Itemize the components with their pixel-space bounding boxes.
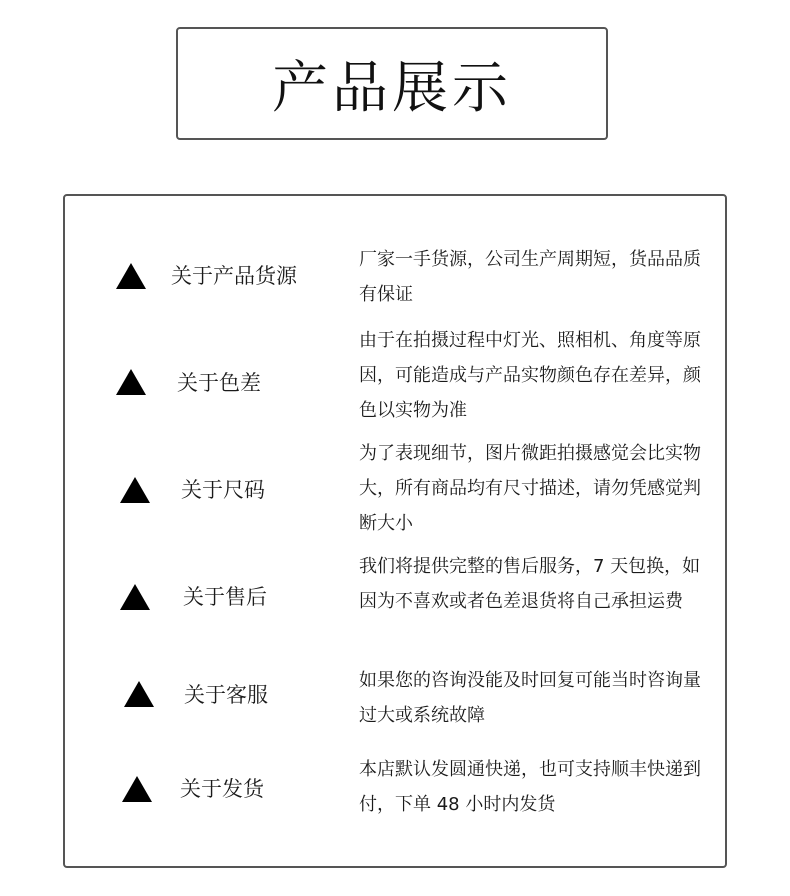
info-label: 关于售后 — [183, 585, 267, 609]
info-label: 关于客服 — [184, 683, 268, 707]
info-label: 关于色差 — [177, 371, 261, 395]
info-label: 关于尺码 — [181, 478, 265, 502]
triangle-icon — [122, 776, 152, 802]
info-label: 关于产品货源 — [171, 264, 297, 288]
title-banner — [176, 27, 608, 140]
info-description: 厂家一手货源，公司生产周期短，货品品质有保证 — [359, 249, 701, 305]
triangle-icon — [124, 681, 154, 707]
info-description: 我们将提供完整的售后服务，7 天包换，如因为不喜欢或者色差退货将自己承担运费 — [359, 556, 701, 612]
info-description: 本店默认发圆通快递，也可支持顺丰快递到付，下单 48 小时内发货 — [359, 759, 701, 815]
triangle-icon — [120, 477, 150, 503]
triangle-icon — [120, 584, 150, 610]
info-description: 由于在拍摄过程中灯光、照相机、角度等原因，可能造成与产品实物颜色存在差异，颜色以实物为准 — [359, 330, 701, 421]
triangle-icon — [116, 263, 146, 289]
info-label: 关于发货 — [180, 777, 264, 801]
triangle-icon — [116, 369, 146, 395]
page-title: 产品展示 — [272, 55, 512, 121]
info-panel — [63, 194, 727, 868]
info-description: 为了表现细节，图片微距拍摄感觉会比实物大，所有商品均有尺寸描述，请勿凭感觉判断大小 — [359, 443, 701, 534]
info-description: 如果您的咨询没能及时回复可能当时咨询量过大或系统故障 — [359, 670, 701, 726]
